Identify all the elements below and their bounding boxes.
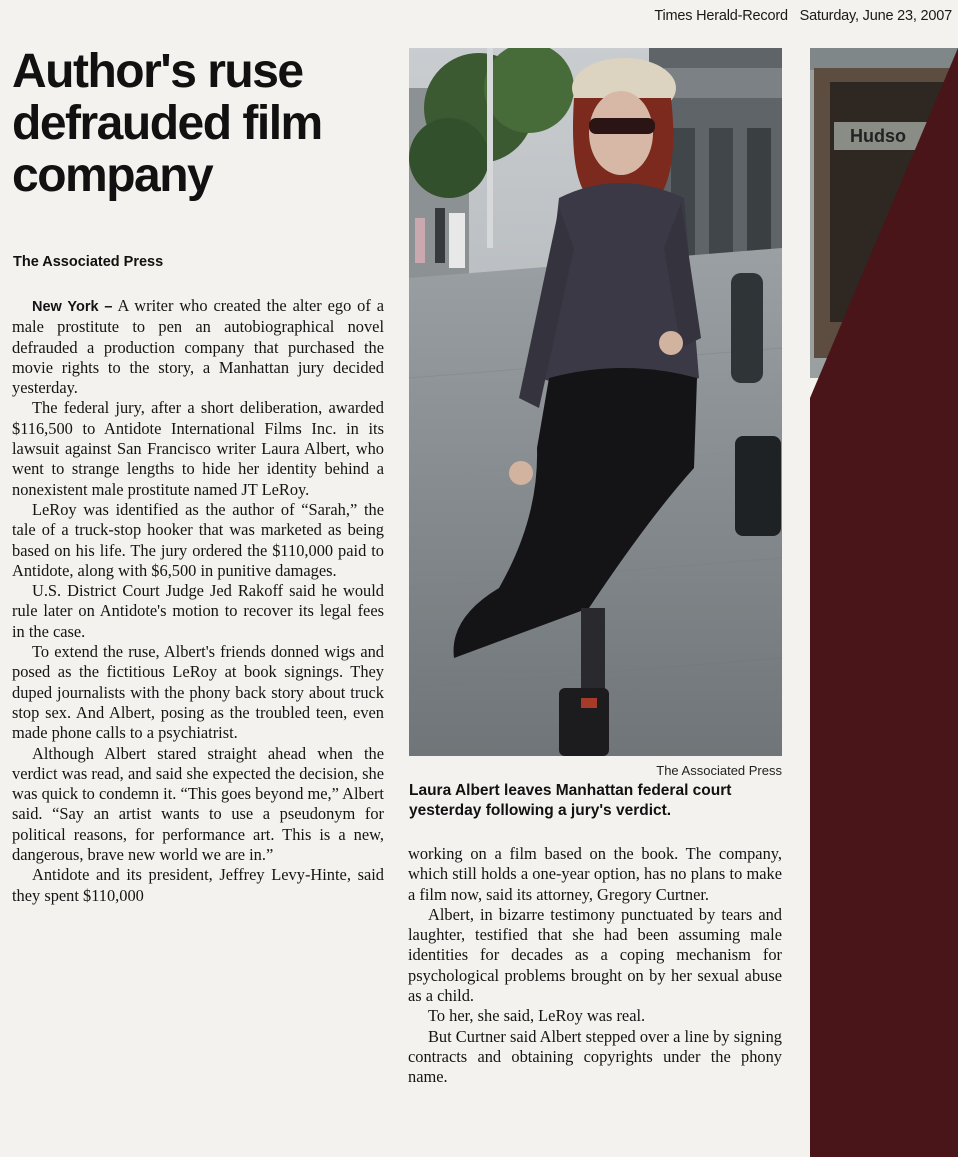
sign-text: Hudso xyxy=(850,126,906,146)
paragraph: Although Albert stared straight ahead when the verdict was read, and said she expected the decision, she was quick to condemn it. “This goes beyond me,” Albert said. “Say an artist wants to use a pseudonym for political reasons, for performance art. This is a new, dangerous, brave new world we are in.” xyxy=(12,743,384,865)
paragraph: U.S. District Court Judge Jed Rakoff said he would rule later on Antidote's motion to recover its legal fees in the case. xyxy=(12,581,384,641)
article-column-left xyxy=(12,296,384,906)
lead-paragraph xyxy=(12,296,384,398)
publication-date: Saturday, June 23, 2007 xyxy=(799,8,952,24)
adjacent-clipping xyxy=(810,48,958,1157)
adjacent-photo-fragment xyxy=(810,48,958,1157)
paragraph: To extend the ruse, Albert's friends donned wigs and posed as the fictitious LeRoy at book signings. They duped journalists with the phony back story about truck stop sex. And Albert, posing as the troubled teen, even made phone calls to a psychiatrist. xyxy=(12,642,384,743)
paragraph: Antidote and its president, Jeffrey Levy-Hinte, said they spent $110,000 xyxy=(12,865,384,905)
photo-caption: Laura Albert leaves Manhattan federal court yesterday following a jury's verdict. xyxy=(409,782,732,819)
publication-name: Times Herald-Record xyxy=(654,8,788,24)
page-header xyxy=(600,8,952,24)
photo-illustration xyxy=(409,48,782,756)
paragraph: LeRoy was identified as the author of “Sarah,” the tale of a truck-stop hooker that was marketed as being based on his life. The jury ordered the $110,000 paid to Antidote, along with $6,500 in punitive damages. xyxy=(12,499,384,580)
article-column-right xyxy=(408,844,782,1088)
paragraph: The federal jury, after a short deliberation, awarded $116,500 to Antidote International Films Inc. in its lawsuit against San Francisco writer Laura Albert, who went to strange lengths to hide her identity behind a nonexistent male prostitute named JT LeRoy. xyxy=(12,398,384,499)
headline: Author's ruse defrauded film company xyxy=(12,45,322,202)
paragraph: To her, she said, LeRoy was real. xyxy=(428,1006,646,1026)
photo-credit: The Associated Press xyxy=(656,763,782,778)
paragraph: But Curtner said Albert stepped over a line by signing contracts and obtaining copyrights under the phony name. xyxy=(408,1026,782,1087)
lead-text: A writer who created the alter ego of a male prostitute to pen an autobiographical novel defrauded a production company that purchased the movie rights to the story, a Manhattan jury decided yesterday. xyxy=(12,296,384,398)
dateline: New York – xyxy=(32,299,113,315)
byline: The Associated Press xyxy=(13,254,164,270)
paragraph: Albert, in bizarre testimony punctuated by tears and laughter, testified that she had been assuming male identities for decades as a coping mechanism for psychological problems brought on by her sexual abuse as a child. xyxy=(408,904,782,1006)
paragraph-continued: working on a film based on the book. The company, which still holds a one-year option, has no plans to make a film now, said its attorney, Gregory Curtner. xyxy=(408,844,782,904)
news-photo xyxy=(409,48,782,756)
